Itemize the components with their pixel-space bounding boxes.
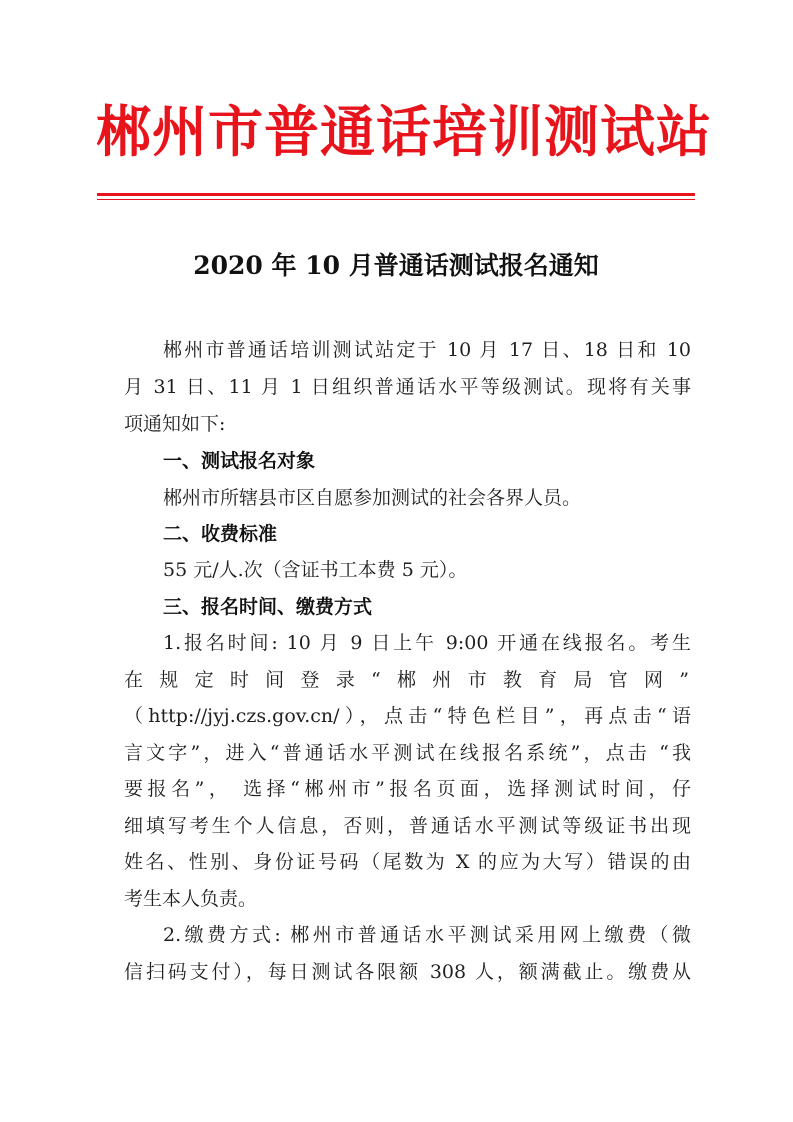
notice-title: 2020 年 10 月普通话测试报名通知 <box>193 251 599 280</box>
header-divider-thick <box>97 193 695 196</box>
intro-line-2: 月 31 日、11 月 1 日组织普通话水平等级测试。现将有关事 <box>124 376 691 398</box>
intro-line-1: 郴州市普通话培训测试站定于 10 月 17 日、18 日和 10 <box>163 339 691 361</box>
item1-line-8: 考生本人负责。 <box>124 888 258 910</box>
item1-line-3: （http://jyj.czs.gov.cn/），点击“特色栏目”，再点击“语 <box>124 705 691 727</box>
item2-line-2: 信扫码支付），每日测试各限额 308 人，额满截止。缴费从 <box>124 961 691 983</box>
item2-line-1: 2.缴费方式: 郴州市普通话水平测试采用网上缴费（微 <box>163 924 691 946</box>
item1-line-4: 言文字”，进入“普通话水平测试在线报名系统”，点击 “我 <box>124 742 691 764</box>
item1-line-2: 在规定时间登录“郴州市教育局官网” <box>124 669 691 691</box>
section1-content: 郴州市所辖县市区自愿参加测试的社会各界人员。 <box>163 487 582 509</box>
section1-heading: 一、测试报名对象 <box>163 450 316 472</box>
section3-heading: 三、报名时间、缴费方式 <box>163 596 373 618</box>
item1-line-1: 1.报名时间: 10 月 9 日上午 9:00 开通在线报名。考生 <box>163 632 691 654</box>
item1-line-6: 细填写考生个人信息，否则，普通话水平测试等级证书出现 <box>124 815 691 837</box>
item1-line-7: 姓名、性别、身份证号码（尾数为 X 的应为大写）错误的由 <box>124 851 691 873</box>
item1-line-5: 要报名”， 选择“郴州市”报名页面，选择测试时间，仔 <box>124 778 691 800</box>
org-header-title: 郴州市普通话培训测试站 <box>96 99 713 164</box>
intro-line-3: 项通知如下: <box>124 413 226 435</box>
section2-content: 55 元/人.次（含证书工本费 5 元）。 <box>163 559 468 581</box>
section2-heading: 二、收费标准 <box>163 523 278 545</box>
header-divider-thin <box>97 199 695 200</box>
